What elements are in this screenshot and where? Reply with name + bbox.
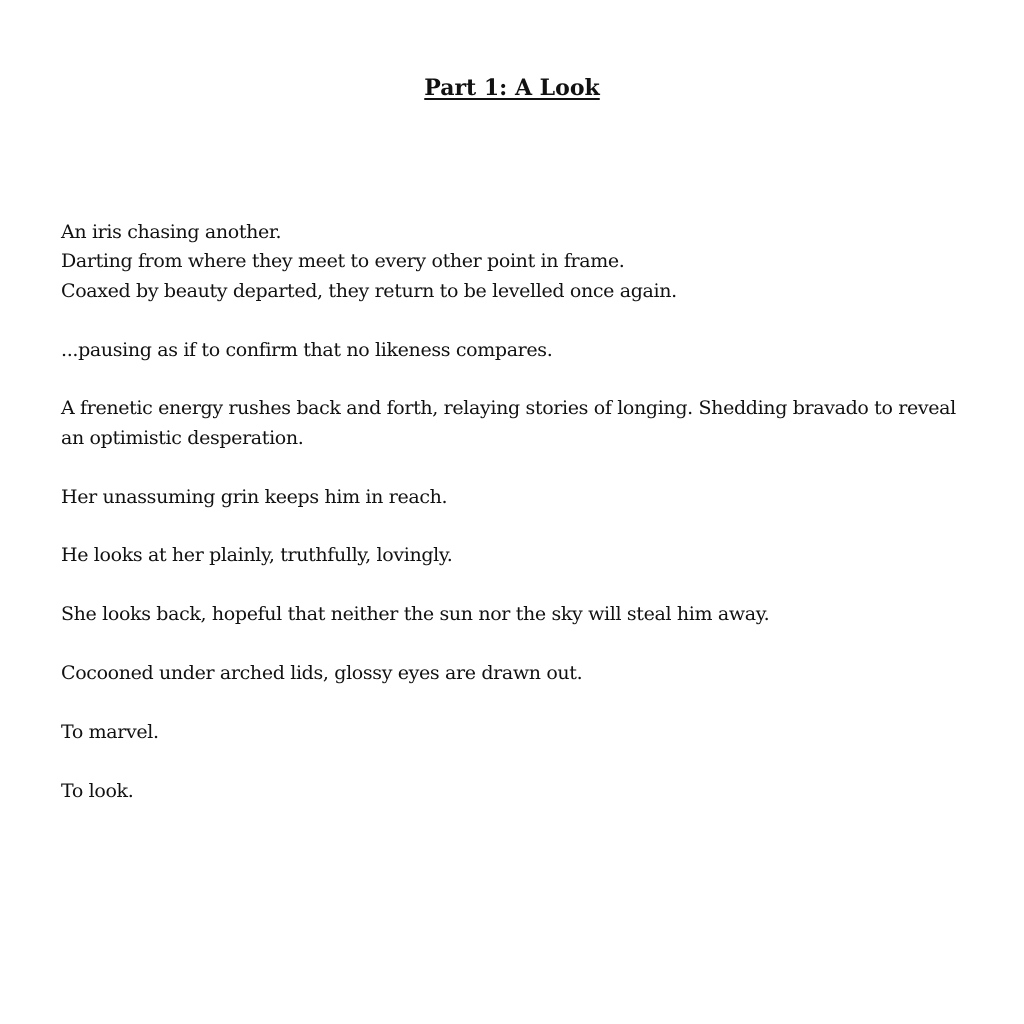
paragraph-she-looks-text: She looks back, hopeful that neither the sun nor the sky will steal him away.: [61, 603, 770, 626]
paragraph-frenetic-line-2: an optimistic desperation.: [61, 426, 304, 449]
paragraph-to-marvel-text: To marvel.: [61, 720, 159, 743]
paragraph-grin: [61, 483, 971, 512]
stanza-1-line-3: Coaxed by beauty departed, they return to be levelled once again.: [61, 279, 677, 302]
paragraph-to-marvel: [61, 718, 971, 747]
paragraph-frenetic-line-1: A frenetic energy rushes back and forth, relaying stories of longing. Shedding bravado to reveal: [61, 397, 956, 420]
paragraph-pausing-text: ...pausing as if to confirm that no likeness compares.: [61, 338, 553, 361]
paragraph-to-look: [61, 777, 971, 806]
poem-body: [61, 218, 971, 835]
paragraph-pausing: [61, 336, 971, 365]
paragraph-he-looks: [61, 541, 971, 570]
stanza-1-line-1: An iris chasing another.: [61, 221, 282, 243]
paragraph-cocooned-text: Cocooned under arched lids, glossy eyes are drawn out.: [61, 662, 583, 684]
stanza-1: [61, 218, 971, 306]
paragraph-grin-text: Her unassuming grin keeps him in reach.: [61, 485, 448, 508]
paragraph-to-look-text: To look.: [61, 779, 134, 802]
paragraph-cocooned: [61, 659, 971, 688]
page-title: Part 1: A Look: [424, 75, 600, 101]
paragraph-he-looks-text: He looks at her plainly, truthfully, lovingly.: [61, 544, 453, 567]
paragraph-frenetic: [61, 394, 971, 453]
stanza-1-line-2: Darting from where they meet to every other point in frame.: [61, 250, 625, 273]
paragraph-she-looks: [61, 600, 971, 629]
